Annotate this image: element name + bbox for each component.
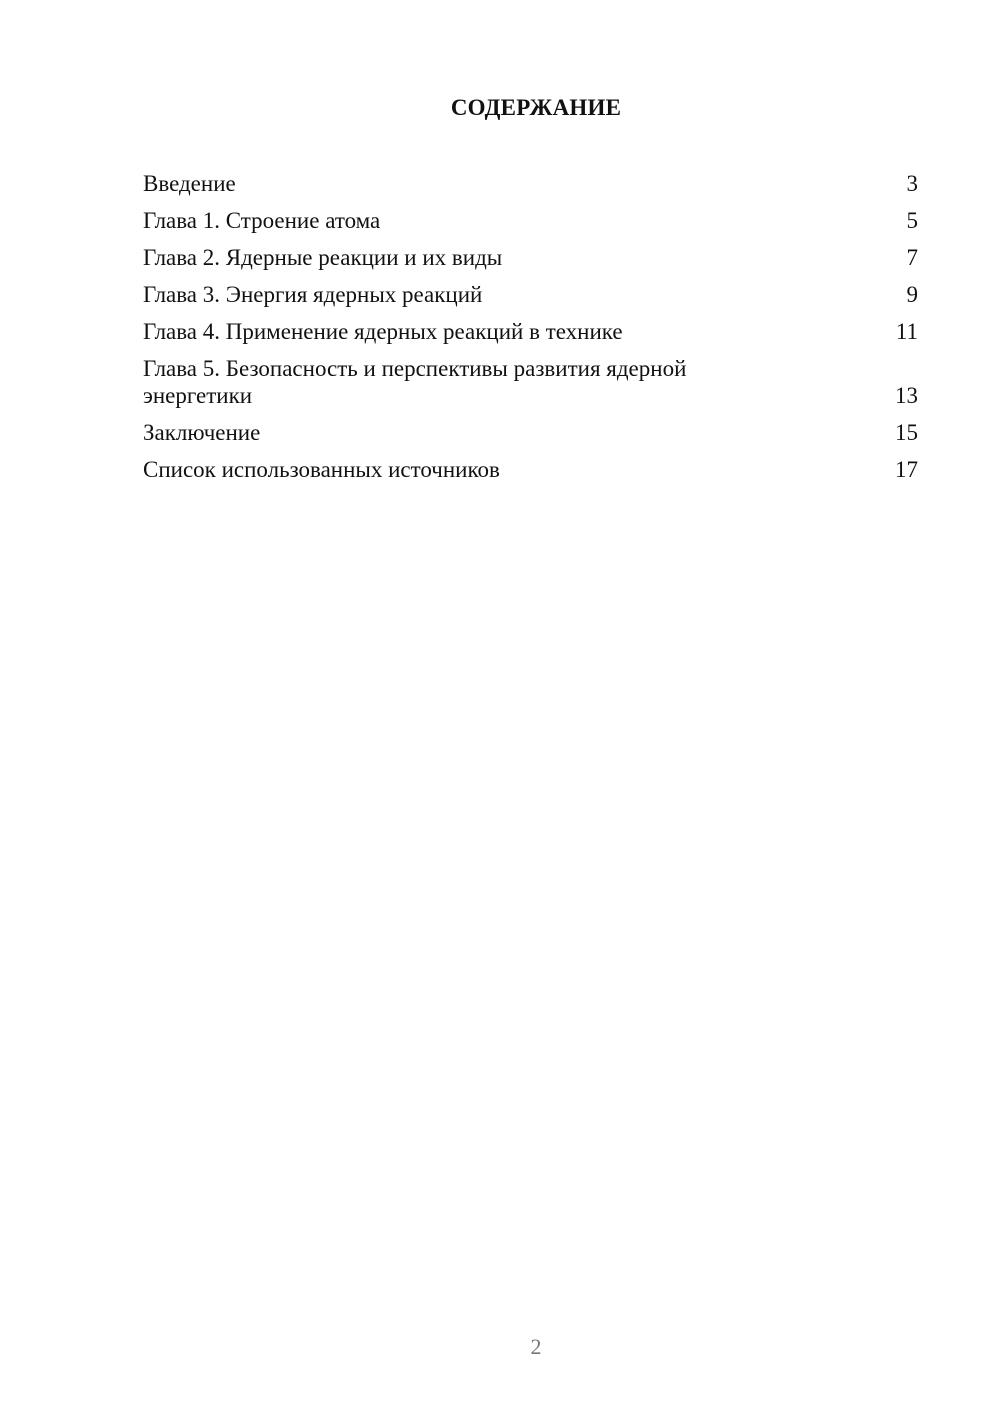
toc-entry-chapter-5[interactable]: [143, 355, 918, 409]
toc-entry-title: Список использованных источников: [143, 457, 500, 482]
page-title: СОДЕРЖАНИЕ: [450, 95, 622, 120]
toc-entry-title: Глава 5. Безопасность и перспективы развития ядерной энергетики: [143, 356, 687, 408]
toc-entry-references[interactable]: [143, 456, 918, 483]
toc-entry-page: 5: [906, 208, 918, 233]
toc-entry-title: Глава 4. Применение ядерных реакций в технике: [143, 319, 623, 344]
toc-entry-title: Заключение: [143, 420, 261, 445]
page-number: 2: [530, 1334, 542, 1359]
toc-entry-introduction[interactable]: [143, 170, 918, 197]
toc-entry-title: Введение: [143, 171, 236, 196]
table-of-contents: [143, 170, 918, 493]
toc-entry-chapter-4[interactable]: [143, 318, 918, 345]
toc-entry-page: 3: [906, 171, 918, 196]
toc-entry-page: 15: [895, 420, 918, 445]
toc-entry-chapter-3[interactable]: [143, 281, 918, 308]
toc-entry-title: Глава 3. Энергия ядерных реакций: [143, 282, 483, 307]
toc-entry-page: 7: [906, 245, 918, 270]
toc-entry-title: Глава 1. Строение атома: [143, 208, 381, 233]
toc-entry-page: 11: [895, 319, 918, 344]
toc-entry-conclusion[interactable]: [143, 419, 918, 446]
toc-entry-page: 9: [906, 282, 918, 307]
toc-entry-chapter-1[interactable]: [143, 207, 918, 234]
toc-entry-title: Глава 2. Ядерные реакции и их виды: [143, 245, 503, 270]
toc-entry-chapter-2[interactable]: [143, 244, 918, 271]
toc-entry-page: 17: [895, 457, 918, 482]
toc-entry-page: 13: [895, 383, 918, 408]
